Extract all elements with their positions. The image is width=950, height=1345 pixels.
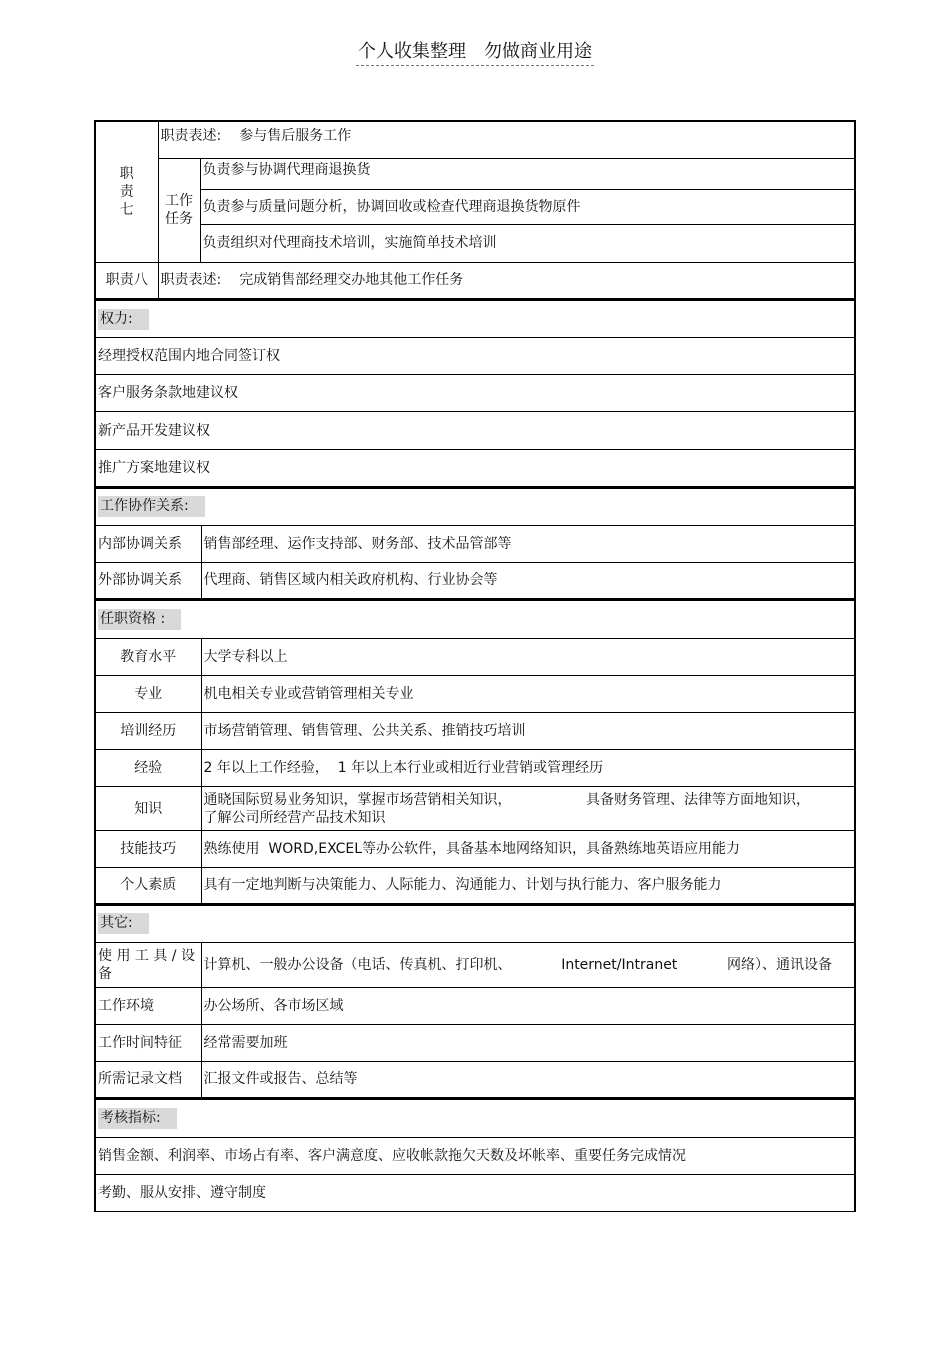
duty7-desc-row [95,121,855,158]
other-value: 办公场所、各市场区域 [201,987,855,1024]
qualification-value: 机电相关专业或营销管理相关专业 [201,676,855,713]
relation-row [95,562,855,599]
relations-title-cell [95,488,855,525]
qualification-value: 具有一定地判断与决策能力、人际能力、沟通能力、计划与执行能力、客户服务能力 [201,868,855,904]
qualification-value [201,787,855,831]
qualification-row [95,676,855,713]
duty7-task-row [95,224,855,262]
other-row [95,1024,855,1061]
qualifications-title: 任职资格 : [98,609,181,630]
duty7-label-line: 职 [119,165,134,182]
other-label: 工作时间特征 [95,1024,201,1061]
duty7-task-row [95,158,855,189]
qualification-label: 技能技巧 [95,831,201,868]
duty7-label [95,121,158,262]
qualification-label: 个人素质 [95,868,201,904]
other-row [95,1061,855,1098]
kpi-title: 考核指标: [98,1108,177,1129]
other-header-row [95,905,855,942]
authority-item: 客户服务条款地建议权 [95,375,855,412]
title-right: 勿做商业用途 [484,41,592,62]
relation-row [95,525,855,562]
relation-label: 外部协调关系 [95,562,201,599]
duty7-task-item: 负责组织对代理商技术培训，实施简单技术培训 [200,224,855,262]
qualifications-table [94,600,856,905]
authority-item: 新产品开发建议权 [95,412,855,450]
qualification-label: 教育水平 [95,639,201,676]
other-value: 汇报文件或报告、总结等 [201,1061,855,1098]
knowledge-line1a: 通晓国际贸易业务知识，掌握市场营销相关知识， [203,791,512,808]
authority-header-row [95,301,855,338]
qualifications-title-cell [95,601,855,639]
other-table [94,905,856,1100]
duty8-row [95,262,855,299]
kpi-item: 考勤、服从安排、遵守制度 [95,1175,855,1212]
tools-label-line2: 备 [98,965,112,982]
tools-value-c: 网络）、通讯设备 [726,956,832,973]
kpi-title-cell [95,1100,855,1138]
other-label: 工作环境 [95,987,201,1024]
qualification-row [95,831,855,868]
page-title [0,40,950,66]
page-title-text [356,40,594,66]
authority-title-cell [95,301,855,338]
qualification-row [95,787,855,831]
authority-item: 推广方案地建议权 [95,450,855,487]
qualification-label: 培训经历 [95,713,201,750]
relation-value: 销售部经理、运作支持部、财务部、技术品管部等 [201,525,855,562]
duty8-desc-text: 完成销售部经理交办地其他工作任务 [239,272,464,289]
duty7-desc-text: 参与售后服务工作 [239,128,352,144]
task-label-line: 任务 [165,211,193,227]
relation-label: 内部协调关系 [95,525,201,562]
qualification-row [95,713,855,750]
duty7-desc-label: 职责表述: [160,128,222,144]
duty7-task-row [95,189,855,224]
other-value: 经常需要加班 [201,1024,855,1061]
relation-value: 代理商、销售区域内相关政府机构、行业协会等 [201,562,855,599]
kpi-item: 销售金额、利润率、市场占有率、客户满意度、应收帐款拖欠天数及坏帐率、重要任务完成情况 [95,1138,855,1175]
duties-table [94,120,856,300]
duty7-task-item: 负责参与协调代理商退换货 [200,158,855,189]
authority-item: 经理授权范围内地合同签订权 [95,338,855,375]
title-left: 个人收集整理 [358,41,466,62]
task-label-line: 工作 [165,193,193,209]
qualification-value: 2 年以上工作经验， 1 年以上本行业或相近行业营销或管理经历 [201,750,855,787]
other-title: 其它: [98,913,149,934]
other-row [95,942,855,987]
qualification-row [95,639,855,676]
qualification-value: 熟练使用 WORD,EXCEL等办公软件，具备基本地网络知识，具备熟练地英语应用能力 [201,831,855,868]
duty7-label-line: 责 [119,183,134,200]
other-value [201,942,855,987]
tools-value-a: 计算机、一般办公设备（电话、传真机、打印机、 [203,956,512,973]
authority-title: 权力: [98,309,149,330]
knowledge-line2: 了解公司所经营产品技术知识 [203,809,386,826]
qualification-value: 市场营销管理、销售管理、公共关系、推销技巧培训 [201,713,855,750]
duty7-label-line: 七 [119,201,134,218]
tools-value-b: Internet/Intranet [561,956,678,973]
relations-table [94,488,856,601]
job-description-form [94,120,856,1212]
other-row [95,987,855,1024]
knowledge-line1b: 具备财务管理、法律等方面地知识， [586,791,810,808]
qualification-value: 大学专科以上 [201,639,855,676]
duty7-task-item: 负责参与质量问题分析，协调回收或检查代理商退换货物原件 [200,189,855,224]
other-label: 所需记录文档 [95,1061,201,1098]
other-title-cell [95,905,855,942]
kpi-table [94,1099,856,1212]
qualification-label: 经验 [95,750,201,787]
kpi-header-row [95,1100,855,1138]
tools-label-line1: 使 用 工 具 / 设 [98,947,195,964]
duty7-task-label [158,158,200,262]
duty7-desc [158,121,855,158]
qualifications-header-row [95,601,855,639]
duty8-label: 职责八 [95,262,158,299]
duty8-desc [158,262,855,299]
qualification-row [95,750,855,787]
duty8-desc-label: 职责表述: [160,272,222,289]
relations-header-row [95,488,855,525]
qualification-label: 知识 [95,787,201,831]
other-label [95,942,201,987]
qualification-label: 专业 [95,676,201,713]
qualification-row [95,868,855,904]
relations-title: 工作协作关系: [98,496,205,517]
authority-table [94,300,856,488]
